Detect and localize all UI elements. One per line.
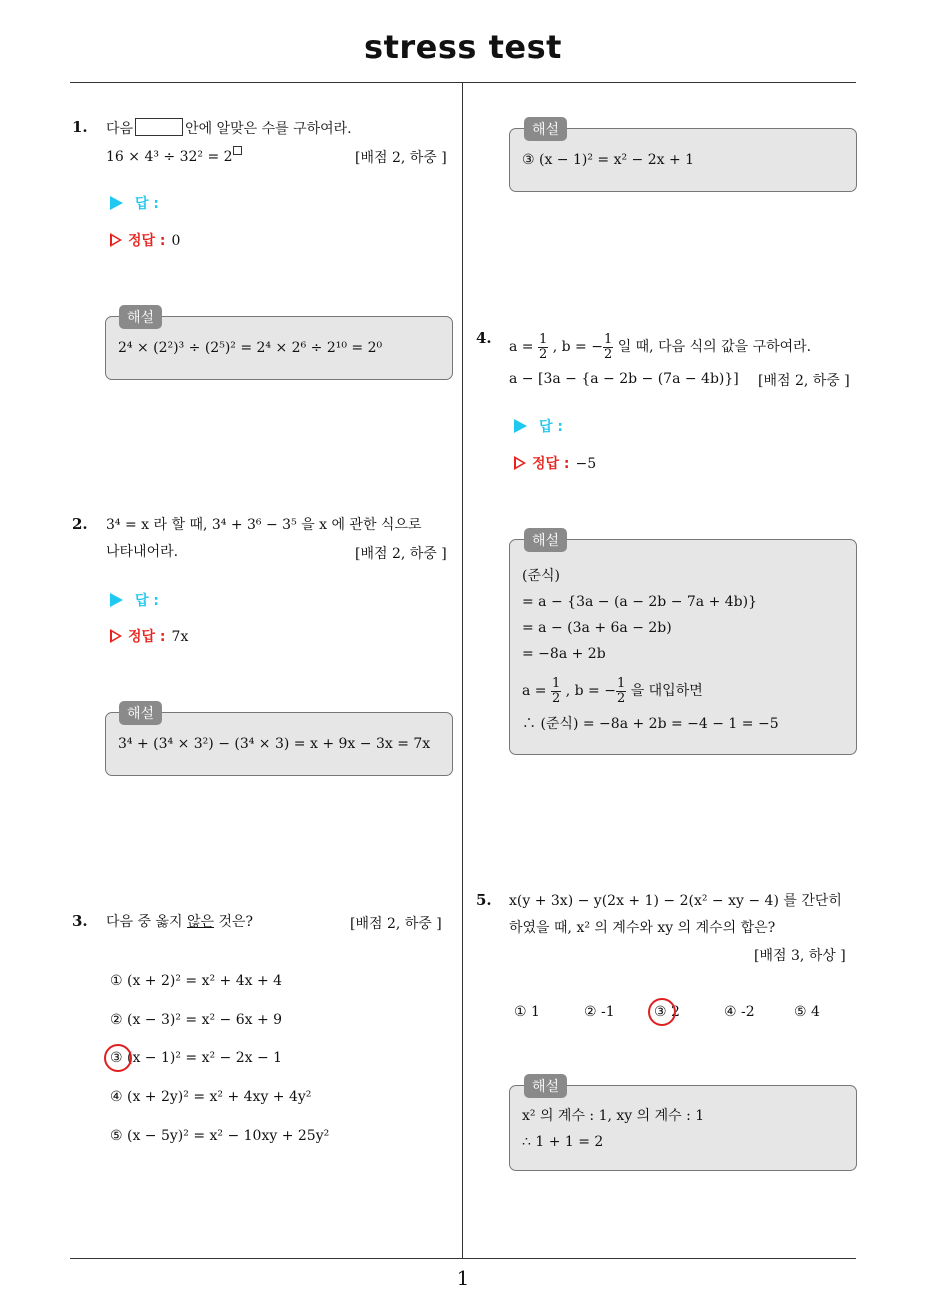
- explanation-tag: 해설: [524, 1074, 567, 1098]
- question-1-score: [배점 2, 하중 ]: [355, 150, 447, 166]
- question-1-text: [106, 118, 352, 139]
- question-2-explanation-text: 3⁴ + (3⁴ × 3²) − (3⁴ × 3) = x + 9x − 3x = 7x: [118, 736, 431, 752]
- correct-value: 0: [171, 233, 181, 249]
- question-1-explanation-text: 2⁴ × (2²)³ ÷ (2⁵)² = 2⁴ × 2⁶ ÷ 2¹⁰ = 2⁰: [118, 340, 383, 356]
- q4-a-lhs: a =: [509, 339, 534, 355]
- fraction-b-denominator: 2: [603, 346, 613, 362]
- fraction-b-numerator: 1: [603, 331, 613, 347]
- top-rule: [70, 82, 856, 83]
- choice-1[interactable]: ① (x + 2)² = x² + 4x + 4: [110, 973, 283, 989]
- question-5-text-line1: x(y + 3x) − y(2x + 1) − 2(x² − xy − 4) 를 간단히: [509, 893, 842, 909]
- correct-label: 정답 :: [532, 456, 570, 472]
- q5-choice-5[interactable]: ⑤ 4: [794, 1004, 820, 1020]
- question-4-score: [배점 2, 하중 ]: [758, 373, 850, 389]
- question-5-number: 5.: [476, 891, 492, 909]
- fraction-b-denominator: 2: [616, 690, 626, 706]
- selected-answer-circle: [104, 1044, 132, 1072]
- choice-4[interactable]: ④ (x + 2y)² = x² + 4xy + 4y²: [110, 1089, 312, 1105]
- answer-label: 답 :: [135, 196, 159, 212]
- play-triangle-icon: [110, 196, 123, 210]
- small-blank-box: [233, 146, 242, 155]
- correct-label: 정답 :: [128, 629, 166, 645]
- question-2-text-line2: 나타내어라.: [106, 544, 179, 560]
- answer-label: 답 :: [539, 419, 563, 435]
- question-1-correct-row: [110, 230, 180, 250]
- question-3-score: [배점 2, 하중 ]: [350, 916, 442, 932]
- question-4-text: [509, 328, 811, 366]
- q5-choice-2[interactable]: ② -1: [584, 1004, 615, 1020]
- q5-exp-line-1: x² 의 계수 : 1, xy 의 계수 : 1: [522, 1108, 705, 1124]
- bottom-rule: [70, 1258, 856, 1259]
- question-3-text-post: 것은?: [214, 914, 254, 930]
- question-1-text-pre: 다음: [106, 121, 134, 137]
- q4-exp-substitution: [522, 672, 703, 710]
- question-2-number: 2.: [72, 515, 88, 533]
- fraction-a-numerator: 1: [538, 331, 548, 347]
- outline-triangle-icon: [110, 233, 122, 247]
- fraction-a: [538, 333, 548, 362]
- q4-exp-sub-mid: , b = −: [565, 683, 616, 699]
- column-divider: [462, 83, 463, 1259]
- fraction-a-denominator: 2: [538, 346, 548, 362]
- question-3-number: 3.: [72, 912, 88, 930]
- explanation-tag: 해설: [524, 117, 567, 141]
- choice-5[interactable]: ⑤ (x − 5y)² = x² − 10xy + 25y²: [110, 1128, 330, 1144]
- question-3-text: [106, 912, 253, 932]
- q4-exp-line-1: (준식): [522, 568, 560, 584]
- play-triangle-icon: [514, 419, 527, 433]
- question-5-text-line2: 하였을 때, x² 의 계수와 xy 의 계수의 합은?: [509, 920, 776, 936]
- q5-choice-4[interactable]: ④ -2: [724, 1004, 755, 1020]
- question-4-answer-row[interactable]: [514, 416, 563, 436]
- q4-exp-sub-pre: a =: [522, 683, 547, 699]
- question-1-expr-text: 16 × 4³ ÷ 32² = 2: [106, 149, 233, 165]
- fraction-b-numerator: 1: [616, 675, 626, 691]
- q4-exp-line-4: = −8a + 2b: [522, 646, 606, 662]
- outline-triangle-icon: [110, 629, 122, 643]
- fraction-a-denominator: 2: [551, 690, 561, 706]
- q5-choice-1[interactable]: ① 1: [514, 1004, 540, 1020]
- q5-choice-3[interactable]: ③ 2: [654, 1004, 680, 1020]
- fraction-b: [616, 677, 626, 706]
- fraction-a: [551, 677, 561, 706]
- selected-answer-circle: [648, 998, 676, 1026]
- question-2-score: [배점 2, 하중 ]: [355, 546, 447, 562]
- correct-label: 정답 :: [128, 233, 166, 249]
- question-2-correct-row: [110, 626, 188, 646]
- fraction-a-numerator: 1: [551, 675, 561, 691]
- outline-triangle-icon: [514, 456, 526, 470]
- page-title: stress test: [364, 28, 562, 66]
- question-1-number: 1.: [72, 118, 88, 136]
- answer-label: 답 :: [135, 593, 159, 609]
- q4-b-lhs: , b = −: [552, 339, 603, 355]
- q5-exp-line-2: ∴ 1 + 1 = 2: [522, 1134, 604, 1150]
- question-3-text-underlined: 않은: [186, 914, 215, 930]
- question-4-correct-row: [514, 453, 596, 473]
- q4-text-post: 일 때, 다음 식의 값을 구하여라.: [617, 339, 812, 355]
- question-4-expression: a − [3a − {a − 2b − (7a − 4b)}]: [509, 371, 739, 387]
- question-2-text-line1: 3⁴ = x 라 할 때, 3⁴ + 3⁶ − 3⁵ 을 x 에 관한 식으로: [106, 517, 422, 533]
- explanation-tag: 해설: [119, 701, 162, 725]
- blank-box: [135, 118, 183, 136]
- q4-exp-last: ∴ (준식) = −8a + 2b = −4 − 1 = −5: [522, 716, 779, 732]
- question-3-explanation-text: ③ (x − 1)² = x² − 2x + 1: [522, 152, 695, 168]
- correct-value: 7x: [171, 629, 189, 645]
- question-3-text-pre: 다음 중 옳지: [106, 914, 187, 930]
- explanation-tag: 해설: [119, 305, 162, 329]
- explanation-tag: 해설: [524, 528, 567, 552]
- choice-2[interactable]: ② (x − 3)² = x² − 6x + 9: [110, 1012, 283, 1028]
- play-triangle-icon: [110, 593, 123, 607]
- q4-exp-sub-post: 을 대입하면: [630, 683, 703, 699]
- question-4-number: 4.: [476, 329, 492, 347]
- page-number: 1: [456, 1266, 470, 1290]
- question-2-answer-row[interactable]: [110, 590, 159, 610]
- question-1-answer-row[interactable]: [110, 193, 159, 213]
- question-1-text-post: 안에 알맞은 수를 구하여라.: [185, 121, 352, 137]
- question-5-score: [배점 3, 하상 ]: [754, 948, 846, 964]
- question-1-expression: [106, 146, 242, 167]
- q4-exp-line-3: = a − (3a + 6a − 2b): [522, 620, 672, 636]
- correct-value: −5: [575, 456, 597, 472]
- choice-3[interactable]: ③ (x − 1)² = x² − 2x − 1: [110, 1050, 283, 1066]
- q4-exp-line-2: = a − {3a − (a − 2b − 7a + 4b)}: [522, 594, 758, 610]
- fraction-b: [603, 333, 613, 362]
